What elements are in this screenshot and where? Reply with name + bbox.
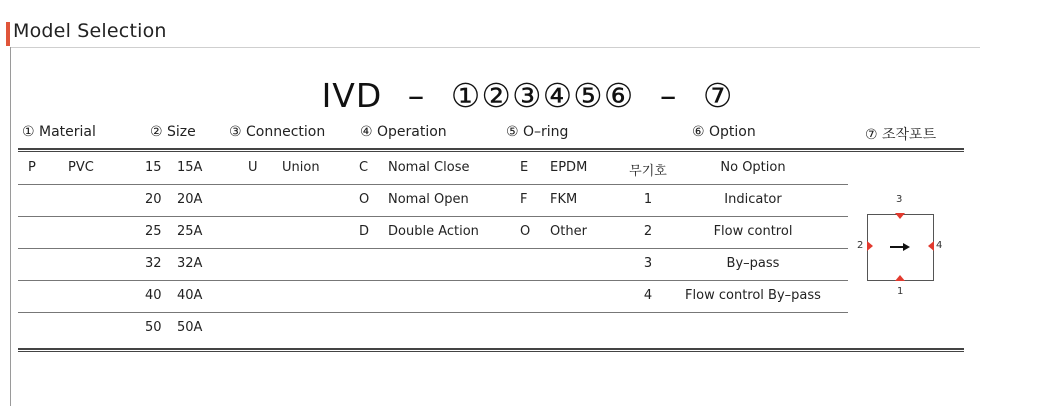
cell-option-code: 1 (643, 192, 653, 207)
row-divider (18, 312, 848, 313)
cell-size: 32A (177, 256, 203, 271)
cell-operation-code: O (359, 192, 370, 207)
header-option: ⑥ Option (692, 124, 756, 140)
model-code-6: ⑥ (603, 76, 635, 115)
header-size: ② Size (150, 124, 196, 140)
cell-size-code: 15 (145, 160, 162, 175)
port-left-marker (867, 241, 873, 251)
port-right-marker (928, 241, 934, 251)
cell-size: 20A (177, 192, 203, 207)
cell-connection: Union (282, 160, 320, 175)
cell-option-code: 무기호 (629, 164, 667, 179)
header-port: ⑦ 조작포트 (865, 127, 937, 143)
section-accent-bar (6, 22, 10, 46)
cell-size: 15A (177, 160, 203, 175)
cell-option: Flow control (713, 224, 793, 239)
model-code (0, 76, 1055, 115)
flow-arrow-icon (890, 246, 904, 248)
cell-option: Indicator (724, 192, 782, 207)
cell-size: 25A (177, 224, 203, 239)
model-code-1: ① (450, 76, 482, 115)
port-label-left: 2 (857, 240, 864, 251)
flow-arrow-head-icon (903, 243, 910, 251)
cell-size-code: 50 (145, 320, 162, 335)
cell-option-code: 3 (643, 256, 653, 271)
port-top-marker (895, 213, 905, 219)
cell-size-code: 20 (145, 192, 162, 207)
title-divider (10, 47, 980, 48)
model-prefix: IVD (321, 76, 383, 115)
model-code-2: ② (481, 76, 512, 115)
cell-oring-code: O (520, 224, 531, 239)
header-divider (18, 148, 964, 152)
model-code-5: ⑤ (573, 76, 604, 115)
cell-operation: Nomal Open (388, 192, 469, 207)
cell-connection-code: U (248, 160, 258, 175)
port-label-bottom: 1 (897, 286, 904, 297)
cell-size-code: 32 (145, 256, 162, 271)
header-material: ① Material (22, 124, 96, 140)
model-dash-1: – (407, 76, 426, 115)
cell-option: No Option (720, 160, 786, 175)
header-operation: ④ Operation (360, 124, 447, 140)
cell-material-code: P (28, 160, 36, 175)
cell-operation: Double Action (388, 224, 479, 239)
cell-size-code: 40 (145, 288, 162, 303)
cell-operation-code: D (359, 224, 370, 239)
cell-operation: Nomal Close (388, 160, 470, 175)
model-code-7: ⑦ (702, 76, 734, 115)
cell-oring: Other (550, 224, 587, 239)
header-connection: ③ Connection (229, 124, 326, 140)
port-label-right: 4 (936, 240, 943, 251)
cell-oring: EPDM (550, 160, 588, 175)
row-divider (18, 184, 848, 185)
header-oring: ⑤ O–ring (506, 124, 569, 140)
port-diagram (835, 194, 945, 300)
cell-oring-code: E (520, 160, 529, 175)
table-bottom-rule (18, 348, 964, 352)
row-divider (18, 216, 848, 217)
cell-material: PVC (68, 160, 94, 175)
cell-size: 40A (177, 288, 203, 303)
port-bottom-marker (895, 275, 905, 281)
cell-option: Flow control By–pass (685, 288, 821, 303)
cell-option-code: 4 (643, 288, 653, 303)
section-title: Model Selection (13, 20, 167, 42)
cell-option: By–pass (726, 256, 780, 271)
cell-size: 50A (177, 320, 203, 335)
model-dash-2: – (659, 76, 678, 115)
row-divider (18, 248, 848, 249)
model-code-4: ④ (542, 76, 574, 115)
row-divider (18, 280, 848, 281)
cell-oring-code: F (520, 192, 528, 207)
cell-size-code: 25 (145, 224, 162, 239)
cell-operation-code: C (359, 160, 369, 175)
port-label-top: 3 (896, 194, 903, 205)
cell-oring: FKM (550, 192, 578, 207)
cell-option-code: 2 (643, 224, 653, 239)
model-code-3: ③ (511, 76, 543, 115)
